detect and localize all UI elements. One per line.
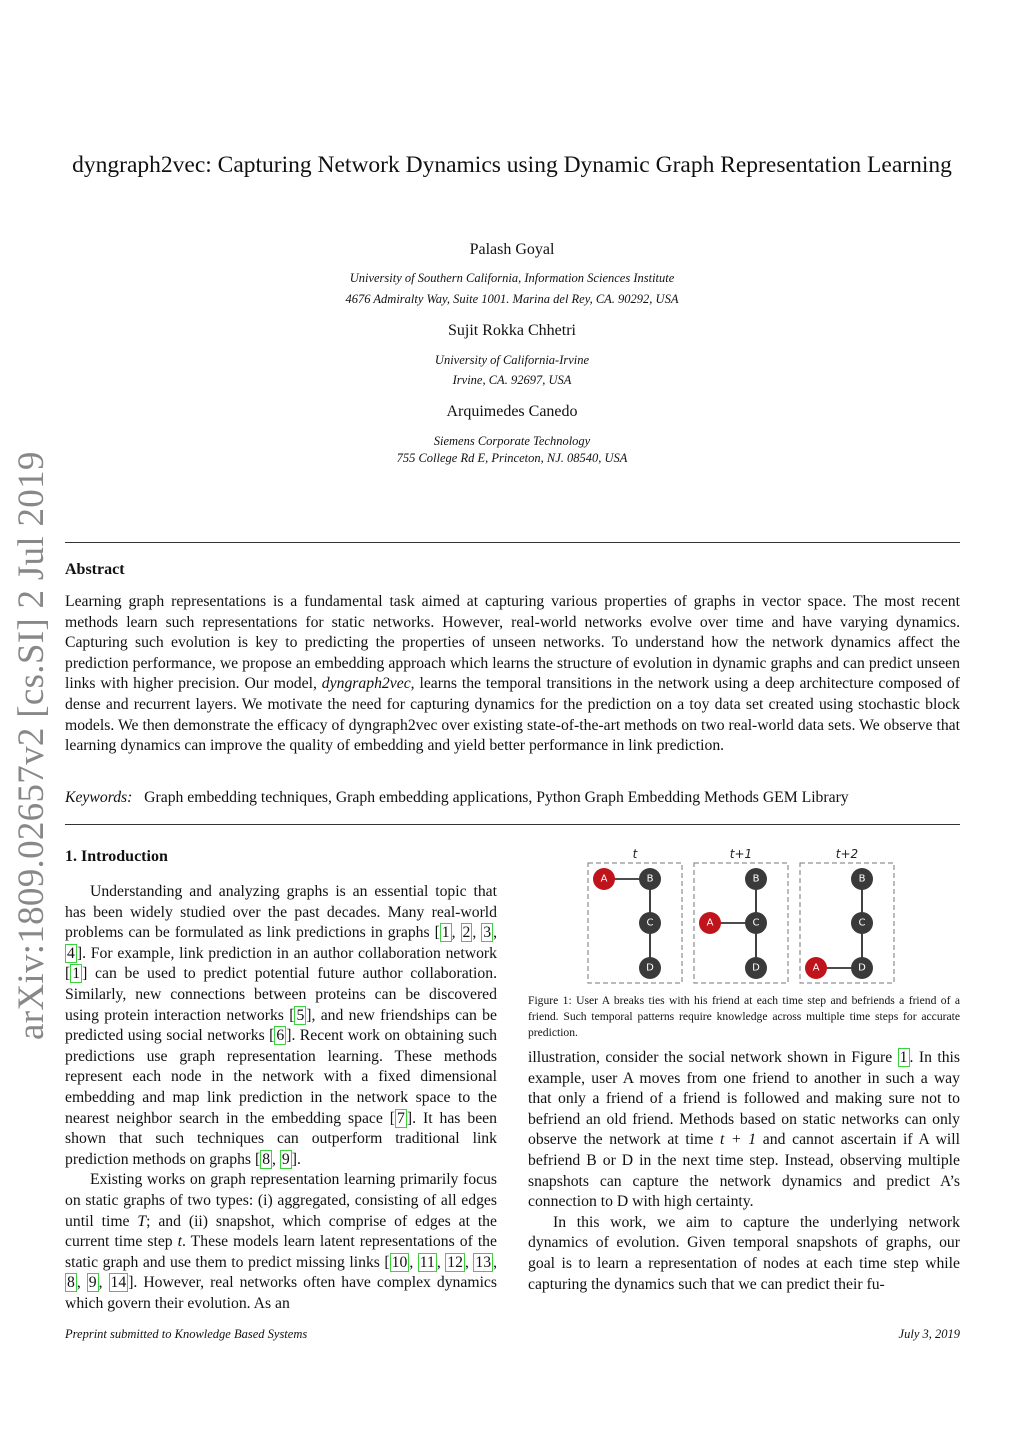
figure-panel bbox=[694, 847, 788, 983]
author-name: Palash Goyal bbox=[469, 241, 555, 258]
citation-link[interactable]: 11 bbox=[419, 1253, 435, 1271]
citation-link[interactable]: 9 bbox=[88, 1274, 97, 1292]
keywords-label: Keywords: bbox=[65, 789, 133, 806]
paragraph: Understanding and analyzing graphs is an essential topic that has been widely studied over the past decades. Many real-world problems can be formulated as link predictions in graphs [ 1 , 2 , 3 , 4 ]. For example, link prediction in an author collaboration network [ 1 ] can be used to predict potential future author collaboration. Similarly, new connections between proteins can be discovered using protein interaction networks [ 5 ], and new friendships can be predicted using social networks [ 6 ]. Recent work on obtaining such predictions use graph representation learning. These methods represent each node in the network with a fixed dimensional embedding and map link prediction in the network space to the nearest neighbor search in the embedding space [ 7 ]. It has been shown that such techniques can outperform traditional link prediction methods on graphs [ 8 , 9 ]. bbox=[65, 883, 497, 1168]
arxiv-stamp: arXiv:1809.02657v2 [cs.SI] 2 Jul 2019 bbox=[11, 451, 52, 1040]
node-label: A bbox=[706, 917, 714, 929]
node-label: D bbox=[858, 962, 866, 974]
node-label: A bbox=[812, 962, 820, 974]
node-label: C bbox=[646, 917, 654, 929]
node-label: B bbox=[858, 873, 866, 885]
keywords bbox=[65, 789, 960, 807]
abstract-heading: Abstract bbox=[65, 561, 125, 578]
citation-link[interactable]: 13 bbox=[475, 1253, 492, 1271]
divider bbox=[65, 542, 960, 543]
citation-link[interactable]: 1 bbox=[72, 965, 81, 983]
time-step-label: t+1 bbox=[729, 847, 753, 861]
citation-link[interactable]: 4 bbox=[67, 944, 75, 962]
author-address: 4676 Admiralty Way, Suite 1001. Marina del Rey, CA. 90292, USA bbox=[345, 292, 679, 306]
citation-link[interactable]: 7 bbox=[397, 1109, 405, 1127]
author-name: Arquimedes Canedo bbox=[446, 403, 578, 420]
figure-panel bbox=[588, 847, 682, 983]
figure-1 bbox=[580, 843, 910, 990]
citation-link[interactable]: 6 bbox=[276, 1027, 285, 1045]
citation-link[interactable]: 12 bbox=[447, 1253, 463, 1271]
node-label: A bbox=[600, 873, 608, 885]
time-step-label: t bbox=[632, 847, 638, 861]
citation-link[interactable]: 9 bbox=[281, 1150, 290, 1168]
keywords-text: Graph embedding techniques, Graph embedding applications, Python Graph Embedding Methods GEM Library bbox=[144, 789, 849, 806]
right-column bbox=[528, 1048, 960, 1295]
paragraph: illustration, consider the social network shown in Figure 1 . In this example, user A moves from one friend to another in such a way that only a friend of a friend is followed and making sure not to befriend an old friend. Methods based on static networks can only observe the network at time t + 1 and cannot ascertain if A will befriend B or D in the next time step. Instead, observing multiple snapshots can capture the network dynamics and predict A’s connection to D with high certainty. bbox=[528, 1049, 961, 1211]
abstract-text: Learning graph representations is a fundamental task aimed at capturing various properties of graphs in vector space. The most recent methods learn such representations for static networks. However, real-world networks evolve over time and have varying dynamics. Capturing such evolution is key to predicting the properties of unseen networks. To understand how the network dynamics affect the prediction performance, we propose an embedding approach which learns the structure of evolution in dynamic graphs and can predict unseen links with higher precision. Our model, dyngraph2vec, learns the temporal transitions in the network using a deep architecture composed of dense and recurrent layers. We motivate the need for capturing dynamics for the prediction on a toy data set created using stochastic block models. We then demonstrate the efficacy of dyngraph2vec over existing state-of-the-art methods on two real-world data sets. We observe that learning dynamics can improve the quality of embedding and yield better performance in link prediction. bbox=[65, 593, 960, 755]
figure-caption: Figure 1: User A breaks ties with his friend at each time step and befriends a friend of a friend. Such temporal patterns require knowledge across multiple time steps for accurate prediction. bbox=[528, 994, 960, 1039]
citation-link[interactable]: 14 bbox=[110, 1274, 127, 1292]
footer-left: Preprint submitted to Knowledge Based Systems bbox=[65, 1327, 308, 1341]
citation-link[interactable]: 10 bbox=[391, 1253, 408, 1271]
section-heading: 1. Introduction bbox=[65, 848, 168, 865]
author-affiliation: Siemens Corporate Technology bbox=[433, 434, 591, 448]
node-label: D bbox=[752, 962, 760, 974]
time-step-label: t+2 bbox=[835, 847, 859, 861]
footer-date: July 3, 2019 bbox=[898, 1327, 960, 1341]
citation-link[interactable]: 1 bbox=[441, 924, 450, 942]
left-column bbox=[65, 882, 497, 1314]
author-address: 755 College Rd E, Princeton, NJ. 08540, USA bbox=[396, 451, 628, 465]
figure-panel bbox=[800, 847, 894, 983]
node-label: C bbox=[858, 917, 866, 929]
node-label: D bbox=[646, 962, 654, 974]
author-name: Sujit Rokka Chhetri bbox=[448, 322, 576, 339]
citation-link[interactable]: 8 bbox=[67, 1274, 75, 1292]
author-address: Irvine, CA. 92697, USA bbox=[452, 373, 572, 387]
citation-link[interactable]: 5 bbox=[296, 1006, 305, 1024]
node-label: C bbox=[752, 917, 760, 929]
paragraph: In this work, we aim to capture the underlying network dynamics of evolution. Given temporal snapshots of graphs, our goal is to learn a representation of nodes at each time step while capturing the dynamics such that we can predict their fu- bbox=[528, 1213, 960, 1293]
node-label: B bbox=[752, 873, 760, 885]
model-name: dyngraph2vec bbox=[321, 675, 411, 693]
citation-link[interactable]: 3 bbox=[483, 924, 492, 942]
author-affiliation: University of Southern California, Information Sciences Institute bbox=[349, 271, 675, 285]
citation-link[interactable]: 8 bbox=[262, 1150, 271, 1168]
paper-title: dyngraph2vec: Capturing Network Dynamics using Dynamic Graph Representation Learning bbox=[72, 152, 952, 178]
paragraph: Existing works on graph representation learning primarily focus on static graphs of two types: (i) aggregated, consisting of all edges until time T; and (ii) snapshot, which comprise of edges at the current time step t. These models learn latent representations of the static graph and use them to predict missing links [ 10 , 11 , 12 , 13 , 8 , 9 , 14 ]. However, real networks often have complex dynamics which govern their evolution. As an bbox=[65, 1171, 498, 1312]
divider bbox=[65, 824, 960, 825]
citation-link[interactable]: 2 bbox=[462, 924, 471, 942]
figure-link[interactable]: 1 bbox=[899, 1049, 908, 1066]
node-label: B bbox=[646, 873, 654, 885]
author-affiliation: University of California-Irvine bbox=[434, 353, 590, 367]
